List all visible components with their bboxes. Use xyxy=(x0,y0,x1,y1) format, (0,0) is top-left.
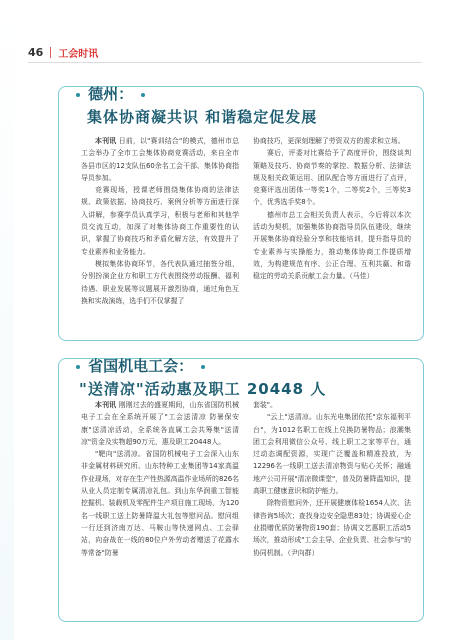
paragraph-text: 刚刚过去的盛夏期间，山东省国防机械电子工会在全系统开展了"工会送清凉 防暑保安康"送清凉活动，全系统各直属工会共筹集"送清凉"资金及实物超90万元，惠及职工20448人。 xyxy=(81,401,239,446)
paragraph-text: "云上"送清凉。山东光电集团依托"京东福利平台"，为1012名职工在线上兑换防暑物品；浪潮集团工会利用微信公众号、线上职工之家等平台，通过动态调配资源，实现广泛覆盖和精准投放，为12296名一线职工送去清凉物资与贴心关怀；融通地产公司开展"清凉微课堂"，普及防暑降温知识，提高职工健康意识和防护能力。 xyxy=(253,413,411,496)
page-header xyxy=(28,44,98,60)
bullet-dot-icon xyxy=(141,93,145,97)
bullet-dot-icon xyxy=(76,93,80,97)
bullet-dot-icon xyxy=(201,365,205,369)
page-margin-strip xyxy=(0,0,14,640)
paragraph xyxy=(81,399,239,448)
page-number: 46 xyxy=(28,45,44,59)
paragraph xyxy=(81,258,239,307)
article-title: "送清凉"活动惠及职工 20448 人 xyxy=(79,380,327,398)
article-shandong-machinery-union xyxy=(58,358,424,622)
article-title: 集体协商凝共识 和谐稳定促发展 xyxy=(87,108,318,126)
paragraph xyxy=(253,399,411,411)
header-rule xyxy=(28,62,422,63)
article-column-left xyxy=(81,135,239,307)
header-divider xyxy=(50,47,51,58)
paragraph xyxy=(253,411,411,497)
article-region: 德州： xyxy=(88,85,134,103)
article-body xyxy=(81,399,411,559)
paragraph-text: 协商技巧，更深刻理解了劳资双方的需求和立场。 xyxy=(253,137,405,145)
paragraph xyxy=(253,147,411,208)
article-dezhou xyxy=(58,86,424,341)
paragraph-text: 赛后，评委对比赛给予了高度评价，围绕谈判策略及技巧、协商节奏的掌控、数据分析、法律法规及相关政策运用、团队配合等方面进行了点评，竞赛评选出团体一等奖1个，二等奖2个，三等奖3个，优秀选手奖8个。 xyxy=(253,149,411,207)
paragraph xyxy=(253,209,411,283)
paragraph-text: 套装"。 xyxy=(253,401,277,409)
article-region: 省国机电工会： xyxy=(88,357,194,375)
paragraph-text: 除物资慰问外，还开展健康体检1654人次、法律咨询5场次；查找身边安全隐患83处；协调爱心企业捐赠优质防暑物资190套；协调文艺惠职工活动5场次，推动形成"工会主导、企业负责、社会参与"的协同机制。（尹向群） xyxy=(253,499,411,557)
article-title-block xyxy=(79,83,403,127)
article-column-left xyxy=(81,399,239,559)
paragraph xyxy=(253,497,411,558)
bullet-dot-icon xyxy=(76,365,80,369)
paragraph-text: 德州市总工会相关负责人表示，今后将以本次活动为契机，加强集体协商指导员队伍建设，继续开展集体协商经验分享和技能培训，提升指导员的专业素养与实操能力，推动集体协商工作提质增效，为构建规范有序、公正合理、互利共赢、和谐稳定的劳动关系贡献工会力量。（马佳） xyxy=(253,210,411,281)
byline: 本刊讯 xyxy=(95,137,117,145)
paragraph-text: 日前，以"赛训结合"的模式，德州市总工会举办了全市工会集体协商竞赛活动，来自全市各县市区的12支队伍60余名工会干部、集体协商指导员参加。 xyxy=(81,137,240,182)
article-body xyxy=(81,135,411,307)
byline: 本刊讯 xyxy=(95,401,117,409)
paragraph xyxy=(81,448,239,559)
paragraph-text: 模拟集体协商环节，各代表队通过抽签分组，分别扮演企业方和职工方代表围绕劳动报酬、福利待遇、职业发展等议题展开激烈协商，通过角色互换和实战演练，选手们不仅掌握了 xyxy=(81,259,239,305)
article-column-right xyxy=(253,135,411,307)
paragraph xyxy=(81,135,239,184)
article-title-block xyxy=(79,355,403,399)
paragraph xyxy=(81,184,239,258)
column-name: 工会时讯 xyxy=(58,48,99,60)
paragraph-text: 竞赛现场，授课老师围绕集体协商的法律法规、政策依据、协商技巧、案例分析等方面进行深入讲解，参赛学员认真学习，积极与老师和其他学员交流互动，加深了对集体协商工作重要性的认识，掌握了协商技巧和矛盾化解方法，有效提升了专业素养和业务能力。 xyxy=(81,186,239,256)
paragraph-text: "靶向"送清凉。省国防机械电子工会深入山东非金属材料研究所、山东特种工业集团等14家高温作业现场，对存在生产性热源高温作业场所的826名从业人员定制专属清凉礼包。到山东华润重工智能挖掘机、装载机及零配件生产项目施工现场，为120名一线职工送上防暑降温大礼包等慰问品。慰问组一行还到济南万达、马鞍山等快递网点、工会驿站，向奋战在一线的80位户外劳动者赠送了花露水等常备"防暑 xyxy=(81,450,239,557)
article-column-right xyxy=(253,399,411,559)
paragraph xyxy=(253,135,411,147)
